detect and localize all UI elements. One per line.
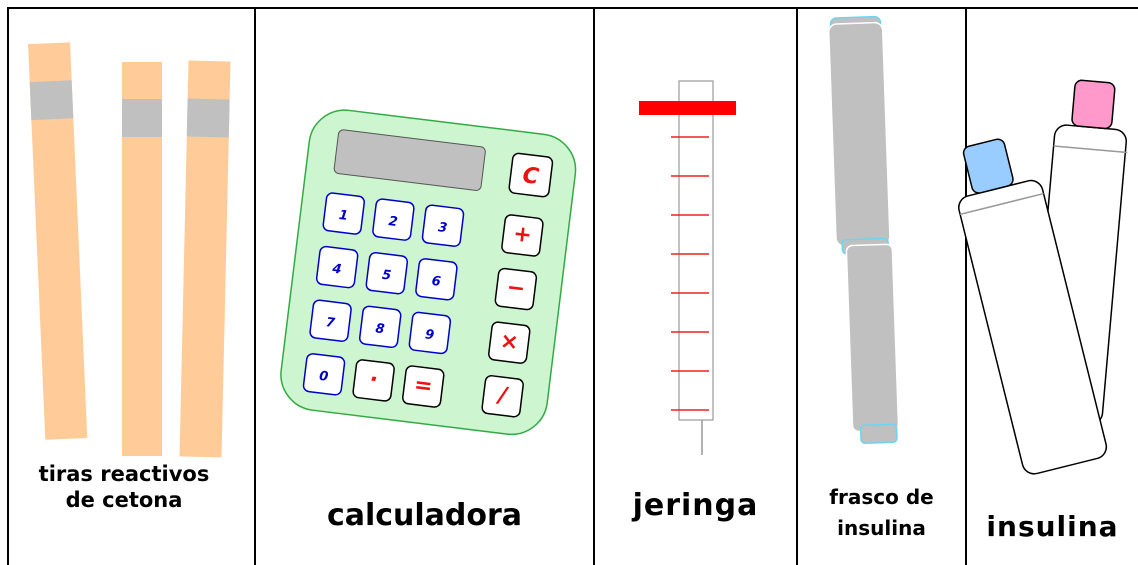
calculator-illustration — [256, 9, 593, 565]
key-divide-label: / — [497, 382, 509, 409]
key-9-label: 9 — [424, 327, 435, 344]
key-5-label: 5 — [381, 267, 392, 284]
syringe-barrel — [679, 81, 713, 420]
test-strip-1 — [28, 42, 87, 439]
insulin-pens-illustration — [967, 9, 1138, 565]
insulin-label: insulina — [986, 510, 1119, 543]
panel-calculator — [256, 9, 593, 565]
key-0-label: 0 — [318, 368, 330, 385]
insulin-vial-label: frasco de insulina — [829, 485, 934, 540]
strip-band-2 — [122, 99, 162, 137]
key-7-label: 7 — [324, 315, 336, 332]
syringe-plunger — [639, 101, 736, 115]
panel-insulin-vial — [798, 9, 965, 565]
panel-syringe — [595, 9, 796, 565]
key-4-label: 4 — [331, 261, 343, 278]
test-strip-3 — [180, 61, 231, 458]
insulin-cap-blue — [962, 138, 1014, 195]
vial-cap-bottom — [860, 424, 897, 443]
key-equals-label: = — [412, 372, 435, 400]
key-times-label: × — [498, 328, 520, 356]
key-6-label: 6 — [430, 273, 442, 290]
ketone-strips-label: tiras reactivos de cetona — [38, 462, 210, 513]
key-plus-label: + — [511, 221, 534, 249]
clear-key-label: C — [521, 163, 541, 190]
vial-body-lower — [846, 244, 898, 431]
vial-body-upper — [828, 22, 890, 246]
key-1-label: 1 — [338, 208, 349, 225]
panel-ketone-strips — [9, 9, 254, 565]
key-2-label: 2 — [387, 214, 399, 231]
key-8-label: 8 — [374, 321, 386, 338]
syringe-illustration — [595, 9, 796, 565]
key-decimal-label: · — [368, 366, 380, 393]
key-3-label: 3 — [437, 220, 449, 237]
key-minus-label: − — [505, 275, 527, 303]
panel-insulin — [967, 9, 1138, 565]
calculator-label: calculadora — [326, 498, 523, 533]
syringe-label: jeringa — [632, 488, 759, 523]
insulin-cap-pink — [1071, 80, 1115, 129]
insulin-vial-illustration — [798, 9, 965, 565]
